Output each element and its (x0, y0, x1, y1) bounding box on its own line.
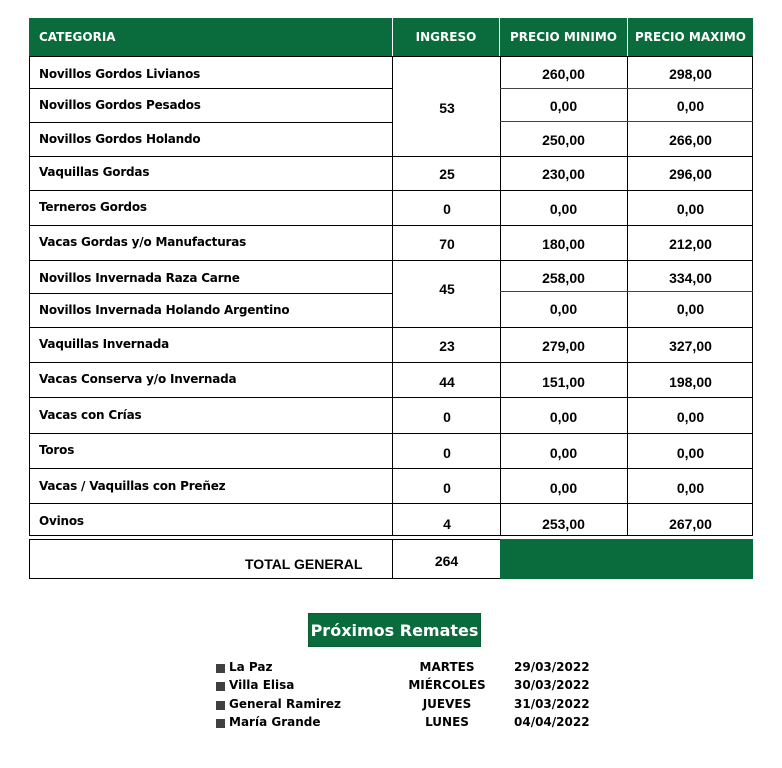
precio-maximo-cell: 0,00 (676, 445, 705, 461)
header-precio-minimo: PRECIO MINIMO (500, 18, 627, 56)
remate-lugar: General Ramirez (229, 697, 341, 711)
total-general-label: TOTAL GENERAL (245, 556, 363, 572)
remate-fecha: 04/04/2022 (514, 715, 590, 729)
precio-maximo-cell: 267,00 (669, 516, 712, 532)
ingreso-cell: 0 (443, 445, 451, 461)
precio-maximo-cell: 296,00 (669, 166, 712, 182)
precio-maximo-cell: 327,00 (669, 338, 712, 354)
remate-lugar: María Grande (229, 715, 321, 729)
remate-fecha: 29/03/2022 (514, 660, 590, 674)
remate-fecha: 31/03/2022 (514, 697, 590, 711)
precio-minimo-cell: 260,00 (542, 66, 585, 82)
row-categoria: Novillos Invernada Raza Carne (39, 271, 240, 285)
remate-dia: JUEVES (422, 697, 472, 711)
remate-fecha: 30/03/2022 (514, 678, 590, 692)
ingreso-cell: 23 (439, 338, 455, 354)
row-categoria: Ovinos (39, 514, 84, 528)
precio-minimo-cell: 0,00 (549, 98, 578, 114)
remate-dia: LUNES (425, 715, 469, 729)
bullet-square-icon (216, 719, 225, 728)
ingreso-cell: 4 (443, 516, 451, 532)
row-categoria: Vacas Conserva y/o Invernada (39, 372, 237, 386)
precio-maximo-cell: 266,00 (669, 132, 712, 148)
precio-minimo-cell: 250,00 (542, 132, 585, 148)
remate-dia: MARTES (419, 660, 475, 674)
precio-minimo-cell: 253,00 (542, 516, 585, 532)
precio-minimo-cell: 230,00 (542, 166, 585, 182)
row-categoria: Novillos Invernada Holando Argentino (39, 303, 290, 317)
precio-minimo-cell: 0,00 (549, 301, 578, 317)
grid-vline (627, 56, 628, 536)
row-categoria: Vacas con Crías (39, 408, 142, 422)
precio-maximo-cell: 334,00 (669, 270, 712, 286)
precio-minimo-cell: 0,00 (549, 480, 578, 496)
ingreso-cell: 70 (439, 236, 455, 252)
bullet-square-icon (216, 682, 225, 691)
bullet-square-icon (216, 664, 225, 673)
list-item (216, 697, 616, 715)
list-item (216, 678, 616, 696)
ingreso-cell: 25 (439, 166, 455, 182)
row-categoria: Novillos Gordos Livianos (39, 67, 201, 81)
total-green-block (500, 539, 753, 579)
row-categoria: Novillos Gordos Holando (39, 132, 201, 146)
ingreso-cell: 0 (443, 480, 451, 496)
total-general-value: 264 (434, 553, 459, 569)
precio-minimo-cell: 151,00 (542, 374, 585, 390)
remate-lugar: La Paz (229, 660, 273, 674)
header-precio-maximo: PRECIO MAXIMO (628, 18, 753, 56)
precio-maximo-cell: 0,00 (676, 480, 705, 496)
row-categoria: Novillos Gordos Pesados (39, 98, 201, 112)
row-categoria: Vacas / Vaquillas con Preñez (39, 479, 226, 493)
precio-minimo-cell: 0,00 (549, 445, 578, 461)
row-categoria: Terneros Gordos (39, 200, 147, 214)
row-categoria: Vaquillas Invernada (39, 337, 170, 351)
precio-maximo-cell: 212,00 (669, 236, 712, 252)
list-item (216, 660, 616, 678)
precio-minimo-cell: 0,00 (549, 409, 578, 425)
precio-maximo-cell: 298,00 (669, 66, 712, 82)
header-categoria: CATEGORIA (29, 18, 392, 56)
precio-maximo-cell: 0,00 (676, 301, 705, 317)
grid-vline (500, 56, 501, 536)
precio-maximo-cell: 0,00 (676, 201, 705, 217)
precio-minimo-cell: 0,00 (549, 201, 578, 217)
bullet-square-icon (216, 701, 225, 710)
header-ingreso: INGRESO (393, 18, 499, 56)
precio-minimo-cell: 279,00 (542, 338, 585, 354)
ingreso-cell: 44 (439, 374, 455, 390)
precio-maximo-cell: 0,00 (676, 98, 705, 114)
precio-maximo-cell: 198,00 (669, 374, 712, 390)
row-categoria: Vacas Gordas y/o Manufacturas (39, 235, 247, 249)
row-categoria: Toros (39, 443, 75, 457)
ingreso-novillos-invernada: 45 (439, 281, 455, 297)
precio-minimo-cell: 180,00 (542, 236, 585, 252)
remate-lugar: Villa Elisa (229, 678, 295, 692)
list-item (216, 715, 616, 733)
remate-dia: MIÉRCOLES (408, 678, 486, 692)
prices-table (29, 56, 753, 536)
row-categoria: Vaquillas Gordas (39, 165, 150, 179)
grid-vline (392, 56, 393, 536)
precio-maximo-cell: 0,00 (676, 409, 705, 425)
ingreso-cell: 0 (443, 201, 451, 217)
ingreso-novillos-gordos: 53 (439, 100, 455, 116)
precio-minimo-cell: 258,00 (542, 270, 585, 286)
ingreso-cell: 0 (443, 409, 451, 425)
proximos-remates-title: Próximos Remates (308, 613, 481, 647)
